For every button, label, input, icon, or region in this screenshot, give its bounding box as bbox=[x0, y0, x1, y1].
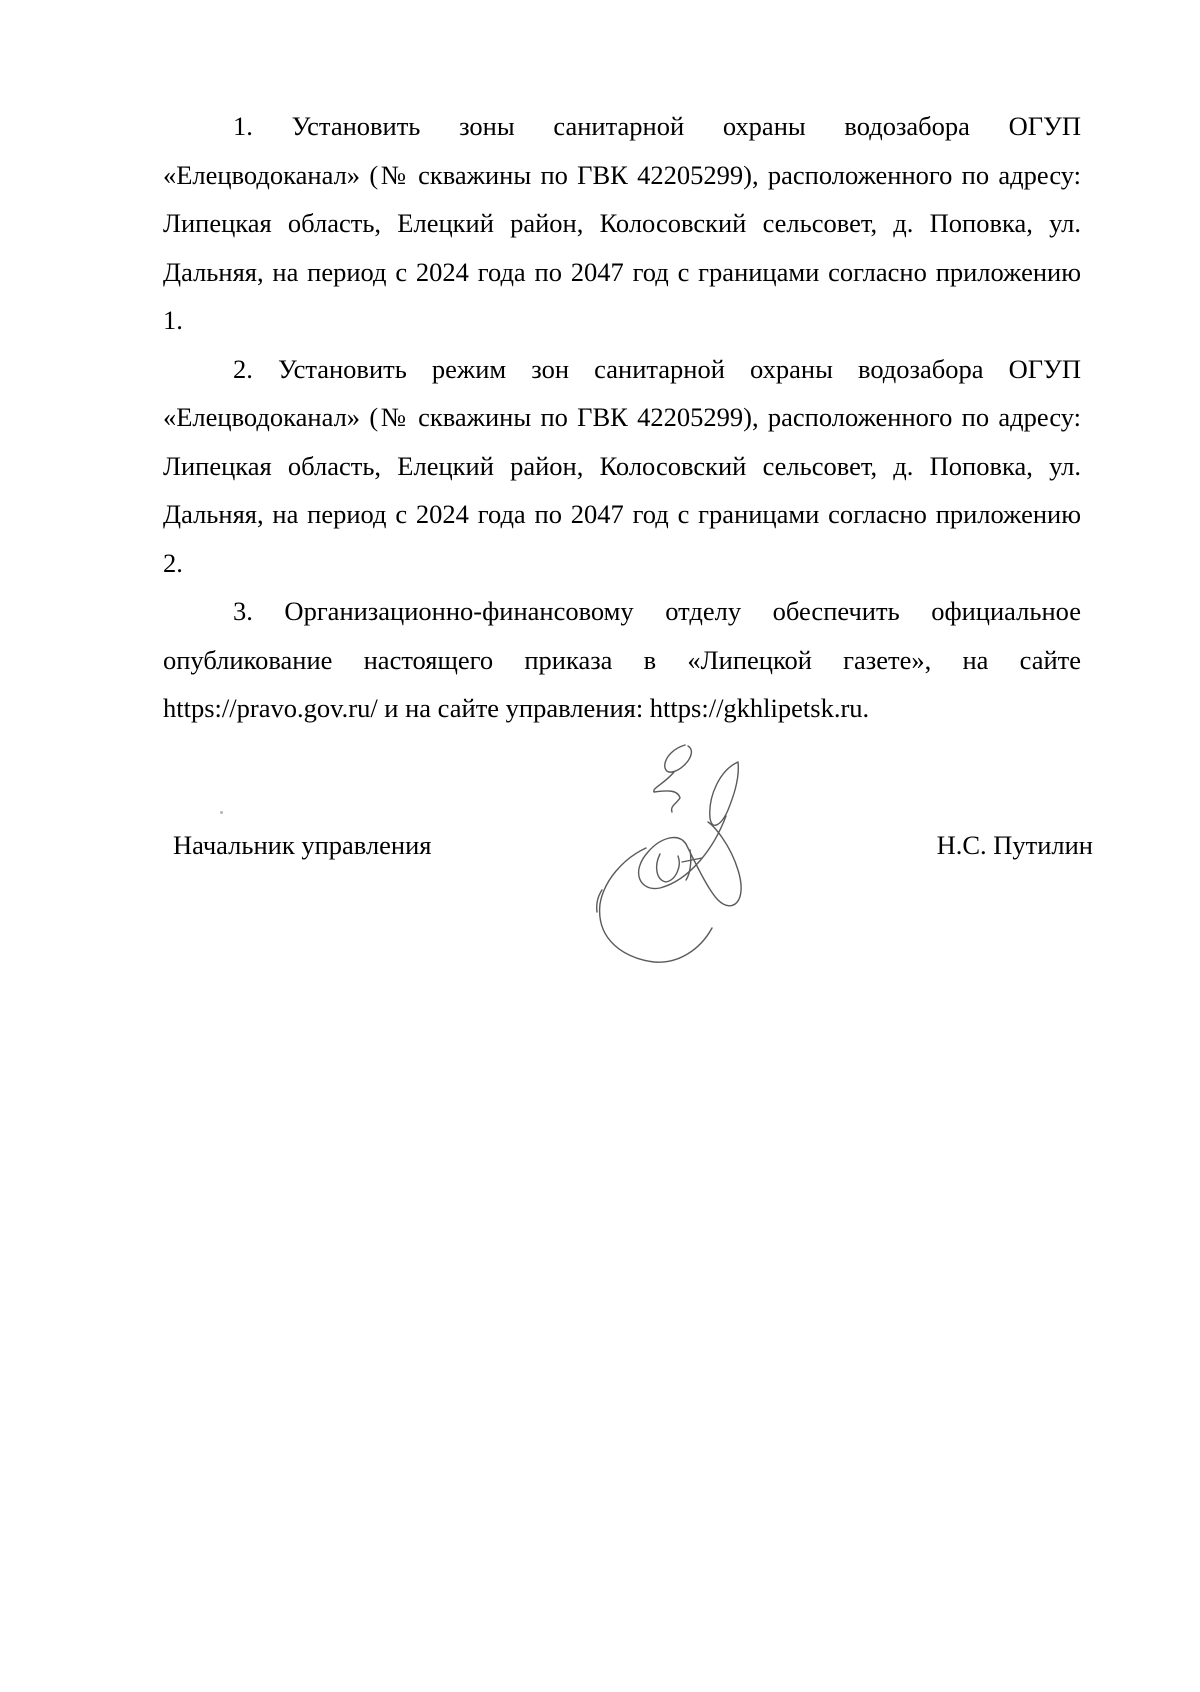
order-body bbox=[163, 102, 1081, 733]
position-title: Начальник управления bbox=[173, 830, 432, 860]
clause-2: 2. Установить режим зон санитарной охраны водозабора ОГУП «Елецводоканал» (№ скважины по ГВК 42205299), расположенного по адресу: Липецкая область, Елецкий район, Колосовский сельсовет, д. Поповка, ул. Дальняя, на период с 2024 года по 2047 год с границами согласно приложению 2. bbox=[163, 353, 1081, 578]
clause-1: 1. Установить зоны санитарной охраны водозабора ОГУП «Елецводоканал» (№ скважины по ГВК 42205299), расположенного по адресу: Липецкая область, Елецкий район, Колосовский сельсовет, д. Поповка, ул. Дальняя, на период с 2024 года по 2047 год с границами согласно приложению 1. bbox=[163, 111, 1081, 335]
scan-speck bbox=[220, 811, 223, 814]
handwritten-signature bbox=[590, 740, 820, 970]
signer-name: Н.С. Путилин bbox=[936, 830, 1093, 860]
clause-3: 3. Организационно-финансовому отделу обеспечить официальное опубликование настоящего приказа в «Липецкой газете», на сайте https://pravo.gov.ru/ и на сайте управления: https://gkhlipetsk.ru. bbox=[163, 596, 1081, 723]
